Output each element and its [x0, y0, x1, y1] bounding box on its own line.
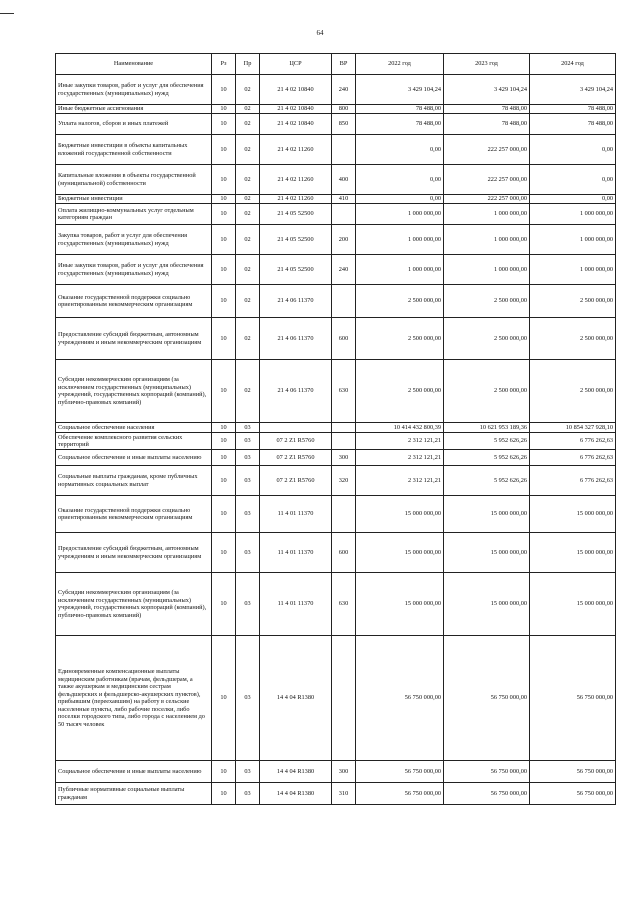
cell-y2023: 56 750 000,00 — [444, 761, 530, 783]
cell-y2024: 15 000 000,00 — [530, 533, 616, 573]
cell-csr: 21 4 02 10840 — [260, 105, 332, 114]
cell-name: Предоставление субсидий бюджетным, автономным учреждениям и иным некоммерческим организациям — [56, 533, 212, 573]
table-row — [56, 466, 616, 496]
cell-y2022: 2 312 121,21 — [356, 450, 444, 466]
table-row — [56, 761, 616, 783]
cell-y2024: 0,00 — [530, 165, 616, 195]
cell-vr: 300 — [332, 450, 356, 466]
cell-pr: 03 — [236, 533, 260, 573]
cell-name: Субсидии некоммерческим организациям (за исключением государственных (муниципальных) учреждений, государственных корпораций (компаний), публично-правовых компаний) — [56, 360, 212, 423]
cell-y2022: 10 414 432 800,39 — [356, 423, 444, 433]
cell-csr: 21 4 02 11260 — [260, 165, 332, 195]
cell-y2022: 56 750 000,00 — [356, 761, 444, 783]
cell-rz: 10 — [212, 225, 236, 255]
cell-rz: 10 — [212, 114, 236, 135]
table-body — [56, 75, 616, 805]
cell-y2023: 15 000 000,00 — [444, 573, 530, 636]
cell-y2023: 56 750 000,00 — [444, 783, 530, 805]
cell-vr: 400 — [332, 165, 356, 195]
cell-rz: 10 — [212, 433, 236, 450]
table-row — [56, 285, 616, 318]
cell-vr: 320 — [332, 466, 356, 496]
cell-csr — [260, 423, 332, 433]
page-number: 64 — [316, 29, 324, 37]
header-2023: 2023 год — [444, 54, 530, 75]
cell-name: Бюджетные инвестиции в объекты капитальных вложений государственной собственности — [56, 135, 212, 165]
cell-rz: 10 — [212, 761, 236, 783]
cell-name: Социальные выплаты гражданам, кроме публичных нормативных социальных выплат — [56, 466, 212, 496]
cell-y2024: 2 500 000,00 — [530, 318, 616, 360]
cell-y2023: 1 000 000,00 — [444, 204, 530, 225]
cell-y2022: 1 000 000,00 — [356, 225, 444, 255]
table-row — [56, 204, 616, 225]
cell-vr: 310 — [332, 783, 356, 805]
cell-y2023: 222 257 000,00 — [444, 135, 530, 165]
cell-csr: 21 4 06 11370 — [260, 285, 332, 318]
cell-pr: 02 — [236, 360, 260, 423]
cell-y2022: 2 312 121,21 — [356, 466, 444, 496]
cell-csr: 07 2 Z1 R5760 — [260, 450, 332, 466]
cell-y2022: 2 500 000,00 — [356, 360, 444, 423]
cell-y2023: 5 952 626,26 — [444, 450, 530, 466]
cell-vr — [332, 135, 356, 165]
cell-rz: 10 — [212, 533, 236, 573]
cell-y2023: 5 952 626,26 — [444, 466, 530, 496]
cell-name: Социальное обеспечение населения — [56, 423, 212, 433]
cell-vr: 800 — [332, 105, 356, 114]
cell-name: Обеспечение комплексного развития сельских территорий — [56, 433, 212, 450]
cell-vr — [332, 423, 356, 433]
cell-pr: 02 — [236, 318, 260, 360]
cell-y2024: 78 488,00 — [530, 105, 616, 114]
cell-pr: 03 — [236, 783, 260, 805]
cell-pr: 03 — [236, 573, 260, 636]
cell-vr: 850 — [332, 114, 356, 135]
cell-y2023: 78 488,00 — [444, 114, 530, 135]
table-row — [56, 496, 616, 533]
cell-pr: 03 — [236, 636, 260, 761]
table-row — [56, 533, 616, 573]
cell-name: Иные закупки товаров, работ и услуг для обеспечения государственных (муниципальных) нужд — [56, 75, 212, 105]
cell-pr: 02 — [236, 114, 260, 135]
cell-name: Иные бюджетные ассигнования — [56, 105, 212, 114]
cell-vr: 410 — [332, 195, 356, 204]
table-header — [56, 54, 616, 75]
cell-rz: 10 — [212, 783, 236, 805]
cell-csr: 11 4 01 11370 — [260, 496, 332, 533]
cell-vr: 630 — [332, 360, 356, 423]
cell-name: Оказание государственной поддержки социально ориентированным некоммерческим организациям — [56, 285, 212, 318]
cell-y2023: 10 621 953 189,36 — [444, 423, 530, 433]
cell-rz: 10 — [212, 195, 236, 204]
table-row — [56, 105, 616, 114]
cell-y2022: 78 488,00 — [356, 114, 444, 135]
cell-y2022: 0,00 — [356, 165, 444, 195]
cell-csr: 14 4 04 R1380 — [260, 636, 332, 761]
cell-y2024: 6 776 262,63 — [530, 450, 616, 466]
cell-csr: 21 4 05 52500 — [260, 255, 332, 285]
cell-y2022: 56 750 000,00 — [356, 783, 444, 805]
cell-rz: 10 — [212, 573, 236, 636]
header-row — [56, 54, 616, 75]
cell-y2024: 56 750 000,00 — [530, 783, 616, 805]
cell-y2024: 3 429 104,24 — [530, 75, 616, 105]
cell-y2024: 2 500 000,00 — [530, 360, 616, 423]
cell-y2022: 56 750 000,00 — [356, 636, 444, 761]
cell-y2023: 222 257 000,00 — [444, 195, 530, 204]
cell-vr: 300 — [332, 761, 356, 783]
cell-y2022: 3 429 104,24 — [356, 75, 444, 105]
cell-name: Единовременные компенсационные выплаты медицинским работникам (врачам, фельдшерам, а также акушеркам и медицинским сестрам фельдшерских и фельдшерско-акушерских пунктов), прибывшим (переехавшим) на работу в сельские населенные пункты, либо рабочие поселки, либо поселки городского типа, либо города с населением до 50 тысяч человек — [56, 636, 212, 761]
cell-name: Предоставление субсидий бюджетным, автономным учреждениям и иным некоммерческим организациям — [56, 318, 212, 360]
cell-vr — [332, 433, 356, 450]
cell-y2023: 1 000 000,00 — [444, 255, 530, 285]
cell-y2022: 15 000 000,00 — [356, 496, 444, 533]
cell-y2024: 6 776 262,63 — [530, 433, 616, 450]
cell-name: Уплата налогов, сборов и иных платежей — [56, 114, 212, 135]
cell-pr: 02 — [236, 75, 260, 105]
cell-vr: 600 — [332, 533, 356, 573]
cell-y2023: 5 952 626,26 — [444, 433, 530, 450]
cell-y2022: 2 500 000,00 — [356, 285, 444, 318]
table-row — [56, 573, 616, 636]
table-row — [56, 225, 616, 255]
cell-y2022: 15 000 000,00 — [356, 533, 444, 573]
table-row — [56, 135, 616, 165]
cell-pr: 03 — [236, 466, 260, 496]
cell-rz: 10 — [212, 75, 236, 105]
cell-y2022: 0,00 — [356, 135, 444, 165]
cell-vr: 240 — [332, 255, 356, 285]
cell-csr: 07 2 Z1 R5760 — [260, 433, 332, 450]
cell-name: Социальное обеспечение и иные выплаты населению — [56, 761, 212, 783]
header-pr: Пр — [236, 54, 260, 75]
cell-pr: 03 — [236, 433, 260, 450]
cell-vr — [332, 285, 356, 318]
cell-csr: 11 4 01 11370 — [260, 573, 332, 636]
cell-rz: 10 — [212, 204, 236, 225]
table-row — [56, 165, 616, 195]
cell-y2022: 0,00 — [356, 195, 444, 204]
cell-csr: 21 4 06 11370 — [260, 360, 332, 423]
cell-pr: 02 — [236, 135, 260, 165]
cell-pr: 02 — [236, 225, 260, 255]
cell-vr — [332, 636, 356, 761]
cell-y2023: 15 000 000,00 — [444, 496, 530, 533]
cell-pr: 03 — [236, 423, 260, 433]
cell-y2022: 2 312 121,21 — [356, 433, 444, 450]
cell-y2024: 78 488,00 — [530, 114, 616, 135]
cell-y2024: 15 000 000,00 — [530, 496, 616, 533]
cell-y2024: 2 500 000,00 — [530, 285, 616, 318]
cell-pr: 02 — [236, 255, 260, 285]
cell-y2022: 1 000 000,00 — [356, 255, 444, 285]
cell-y2024: 0,00 — [530, 195, 616, 204]
table-row — [56, 360, 616, 423]
page-edge-mark — [0, 13, 14, 14]
cell-y2024: 1 000 000,00 — [530, 204, 616, 225]
cell-y2022: 78 488,00 — [356, 105, 444, 114]
cell-pr: 02 — [236, 285, 260, 318]
cell-rz: 10 — [212, 450, 236, 466]
cell-csr: 21 4 02 10840 — [260, 75, 332, 105]
cell-y2023: 222 257 000,00 — [444, 165, 530, 195]
cell-csr: 21 4 05 52500 — [260, 225, 332, 255]
header-vr: ВР — [332, 54, 356, 75]
cell-pr: 03 — [236, 496, 260, 533]
cell-csr: 21 4 02 11260 — [260, 135, 332, 165]
header-2022: 2022 год — [356, 54, 444, 75]
cell-y2023: 56 750 000,00 — [444, 636, 530, 761]
cell-rz: 10 — [212, 255, 236, 285]
cell-y2024: 1 000 000,00 — [530, 225, 616, 255]
cell-rz: 10 — [212, 423, 236, 433]
cell-csr: 21 4 06 11370 — [260, 318, 332, 360]
cell-name: Публичные нормативные социальные выплаты гражданам — [56, 783, 212, 805]
cell-rz: 10 — [212, 466, 236, 496]
cell-rz: 10 — [212, 360, 236, 423]
table-row — [56, 255, 616, 285]
cell-y2024: 6 776 262,63 — [530, 466, 616, 496]
cell-vr: 600 — [332, 318, 356, 360]
table-row — [56, 450, 616, 466]
cell-y2024: 1 000 000,00 — [530, 255, 616, 285]
cell-y2023: 78 488,00 — [444, 105, 530, 114]
table-row — [56, 433, 616, 450]
header-rz: Рз — [212, 54, 236, 75]
table-row — [56, 114, 616, 135]
cell-pr: 02 — [236, 165, 260, 195]
cell-csr: 21 4 02 10840 — [260, 114, 332, 135]
cell-rz: 10 — [212, 105, 236, 114]
cell-rz: 10 — [212, 135, 236, 165]
cell-y2024: 0,00 — [530, 135, 616, 165]
cell-y2024: 56 750 000,00 — [530, 761, 616, 783]
table-row — [56, 423, 616, 433]
cell-rz: 10 — [212, 318, 236, 360]
cell-rz: 10 — [212, 496, 236, 533]
table-row — [56, 636, 616, 761]
cell-pr: 03 — [236, 761, 260, 783]
cell-csr: 14 4 04 R1380 — [260, 783, 332, 805]
table-row — [56, 195, 616, 204]
cell-y2022: 1 000 000,00 — [356, 204, 444, 225]
cell-y2023: 2 500 000,00 — [444, 285, 530, 318]
cell-csr: 21 4 02 11260 — [260, 195, 332, 204]
cell-y2022: 15 000 000,00 — [356, 573, 444, 636]
cell-y2023: 3 429 104,24 — [444, 75, 530, 105]
cell-vr: 630 — [332, 573, 356, 636]
table-row — [56, 318, 616, 360]
cell-vr: 200 — [332, 225, 356, 255]
cell-name: Оказание государственной поддержки социально ориентированным некоммерческим организациям — [56, 496, 212, 533]
cell-y2023: 2 500 000,00 — [444, 360, 530, 423]
cell-pr: 02 — [236, 105, 260, 114]
cell-y2022: 2 500 000,00 — [356, 318, 444, 360]
header-2024: 2024 год — [530, 54, 616, 75]
table-row — [56, 783, 616, 805]
cell-name: Закупка товаров, работ и услуг для обеспечения государственных (муниципальных) нужд — [56, 225, 212, 255]
cell-vr: 240 — [332, 75, 356, 105]
cell-name: Иные закупки товаров, работ и услуг для обеспечения государственных (муниципальных) нужд — [56, 255, 212, 285]
cell-pr: 02 — [236, 195, 260, 204]
cell-vr — [332, 496, 356, 533]
cell-name: Субсидии некоммерческим организациям (за исключением государственных (муниципальных) учреждений, государственных корпораций (компаний), публично-правовых компаний) — [56, 573, 212, 636]
cell-csr: 14 4 04 R1380 — [260, 761, 332, 783]
cell-y2023: 1 000 000,00 — [444, 225, 530, 255]
cell-csr: 21 4 05 52500 — [260, 204, 332, 225]
cell-csr: 11 4 01 11370 — [260, 533, 332, 573]
cell-y2024: 56 750 000,00 — [530, 636, 616, 761]
cell-y2024: 15 000 000,00 — [530, 573, 616, 636]
cell-y2023: 2 500 000,00 — [444, 318, 530, 360]
cell-name: Капитальные вложения в объекты государственной (муниципальной) собственности — [56, 165, 212, 195]
header-csr: ЦСР — [260, 54, 332, 75]
cell-vr — [332, 204, 356, 225]
cell-name: Социальное обеспечение и иные выплаты населению — [56, 450, 212, 466]
cell-y2024: 10 854 327 928,10 — [530, 423, 616, 433]
cell-name: Оплата жилищно-коммунальных услуг отдельным категориям граждан — [56, 204, 212, 225]
cell-pr: 03 — [236, 450, 260, 466]
cell-pr: 02 — [236, 204, 260, 225]
cell-name: Бюджетные инвестиции — [56, 195, 212, 204]
cell-rz: 10 — [212, 165, 236, 195]
cell-rz: 10 — [212, 636, 236, 761]
header-name: Наименование — [56, 54, 212, 75]
cell-rz: 10 — [212, 285, 236, 318]
table-row — [56, 75, 616, 105]
cell-y2023: 15 000 000,00 — [444, 533, 530, 573]
budget-table — [55, 53, 616, 805]
cell-csr: 07 2 Z1 R5760 — [260, 466, 332, 496]
